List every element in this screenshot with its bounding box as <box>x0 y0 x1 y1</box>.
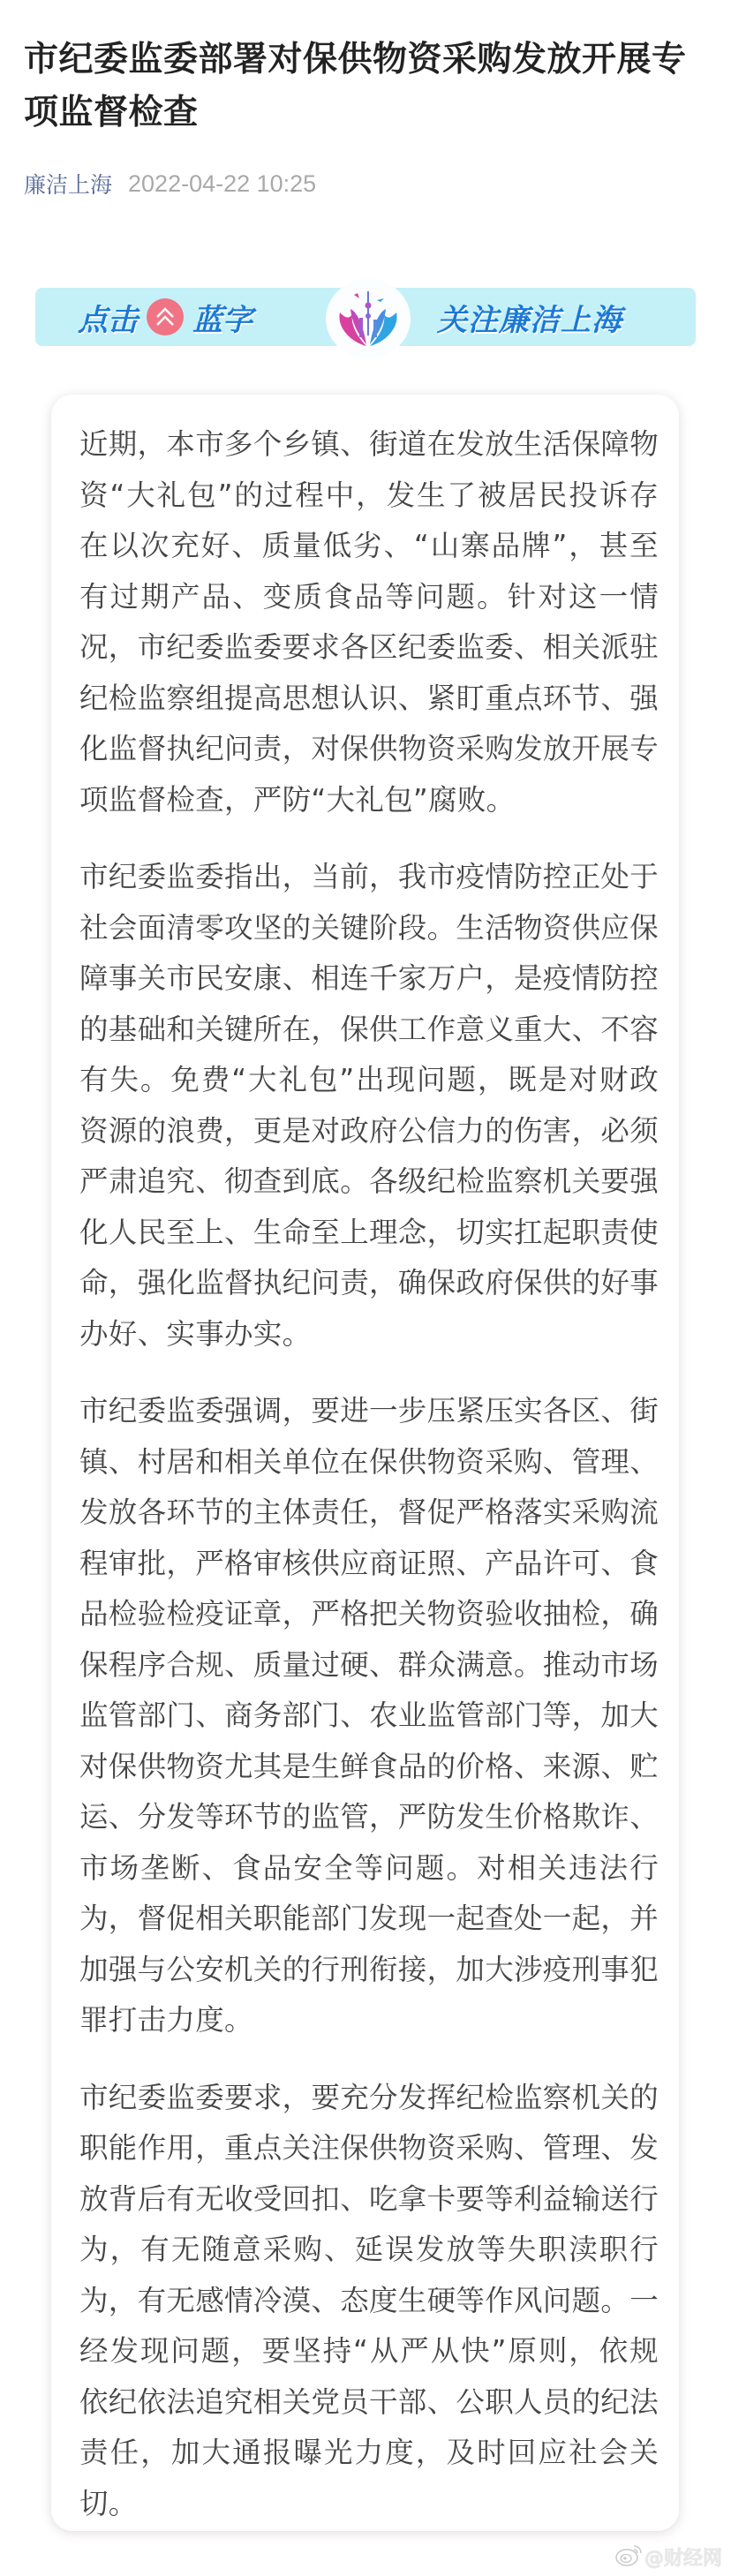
article-body <box>79 419 659 2556</box>
publish-date: 2022-04-22 10:25 <box>128 169 317 197</box>
paragraph: 近期，本市多个乡镇、街道在发放生活保障物资“大礼包”的过程中，发生了被居民投诉存在以次充好、质量低劣、“山寨品牌”，甚至有过期产品、变质食品等问题。针对这一情况，市纪委监委要求各区纪委监委、相关派驻纪检监察组提高思想认识、紧盯重点环节、强化监督执纪问责，对保供物资采购发放开展专项监督检查，严防“大礼包”腐败。 <box>79 427 659 817</box>
paragraph: 市纪委监委指出，当前，我市疫情防控正处于社会面清零攻坚的关键阶段。生活物资供应保障事关市民安康、相连千家万户，是疫情防控的基础和关键所在，保供工作意义重大、不容有失。免费“大礼包”出现问题，既是对财政资源的浪费，更是对政府公信力的伤害，必须严肃追究、彻查到底。各级纪检监察机关要强化人民至上、生命至上理念，切实扛起职责使命，强化监督执纪问责，确保政府保供的好事办好、实事办实。 <box>79 860 659 1351</box>
weibo-icon <box>614 2541 644 2572</box>
article-title: 市纪委监委部署对保供物资采购发放开展专项监督检查 <box>24 40 687 132</box>
paragraph: 市纪委监委要求，要充分发挥纪检监察机关的职能作用，重点关注保供物资采购、管理、发放背后有无收受回扣、吃拿卡要等利益输送行为，有无随意采购、延误发放等失职渎职行为，有无感情冷漠、态度生硬等作风问题。一经发现问题，要坚持“从严从快”原则，依规依纪依法追究相关党员干部、公职人员的纪法责任，加大通报曝光力度，及时回应社会关切。 <box>79 2080 659 2520</box>
account-name-link[interactable]: 廉洁上海 <box>24 172 113 198</box>
banner-click-label: 点击 <box>78 302 138 338</box>
paragraph: 市纪委监委强调，要进一步压紧压实各区、街镇、村居和相关单位在保供物资采购、管理、发放各环节的主体责任，督促严格落实采购流程审批，严格审核供应商证照、产品许可、食品检验检疫证章，严格把关物资验收抽检，确保程序合规、质量过硬、群众满意。推动市场监管部门、商务部门、农业监管部门等，加大对保供物资尤其是生鲜食品的价格、来源、贮运、分发等环节的监管，严防发生价格欺诈、市场垄断、食品安全等问题。对相关违法行为，督促相关职能部门发现一起查处一起，并加强与公安机关的行刑衔接，加大涉疫刑事犯罪打击力度。 <box>79 1394 659 2037</box>
follow-banner[interactable] <box>35 288 696 346</box>
banner-left-text <box>78 288 252 346</box>
banner-follow-text: 关注廉洁上海 <box>437 302 622 338</box>
lotus-city-logo-icon <box>326 279 411 358</box>
banner-blue-text-label: 蓝字 <box>192 302 252 338</box>
double-chevron-up-icon <box>147 298 184 335</box>
article-meta <box>24 166 316 201</box>
watermark <box>614 2541 722 2572</box>
watermark-text: @财经网 <box>644 2547 722 2570</box>
